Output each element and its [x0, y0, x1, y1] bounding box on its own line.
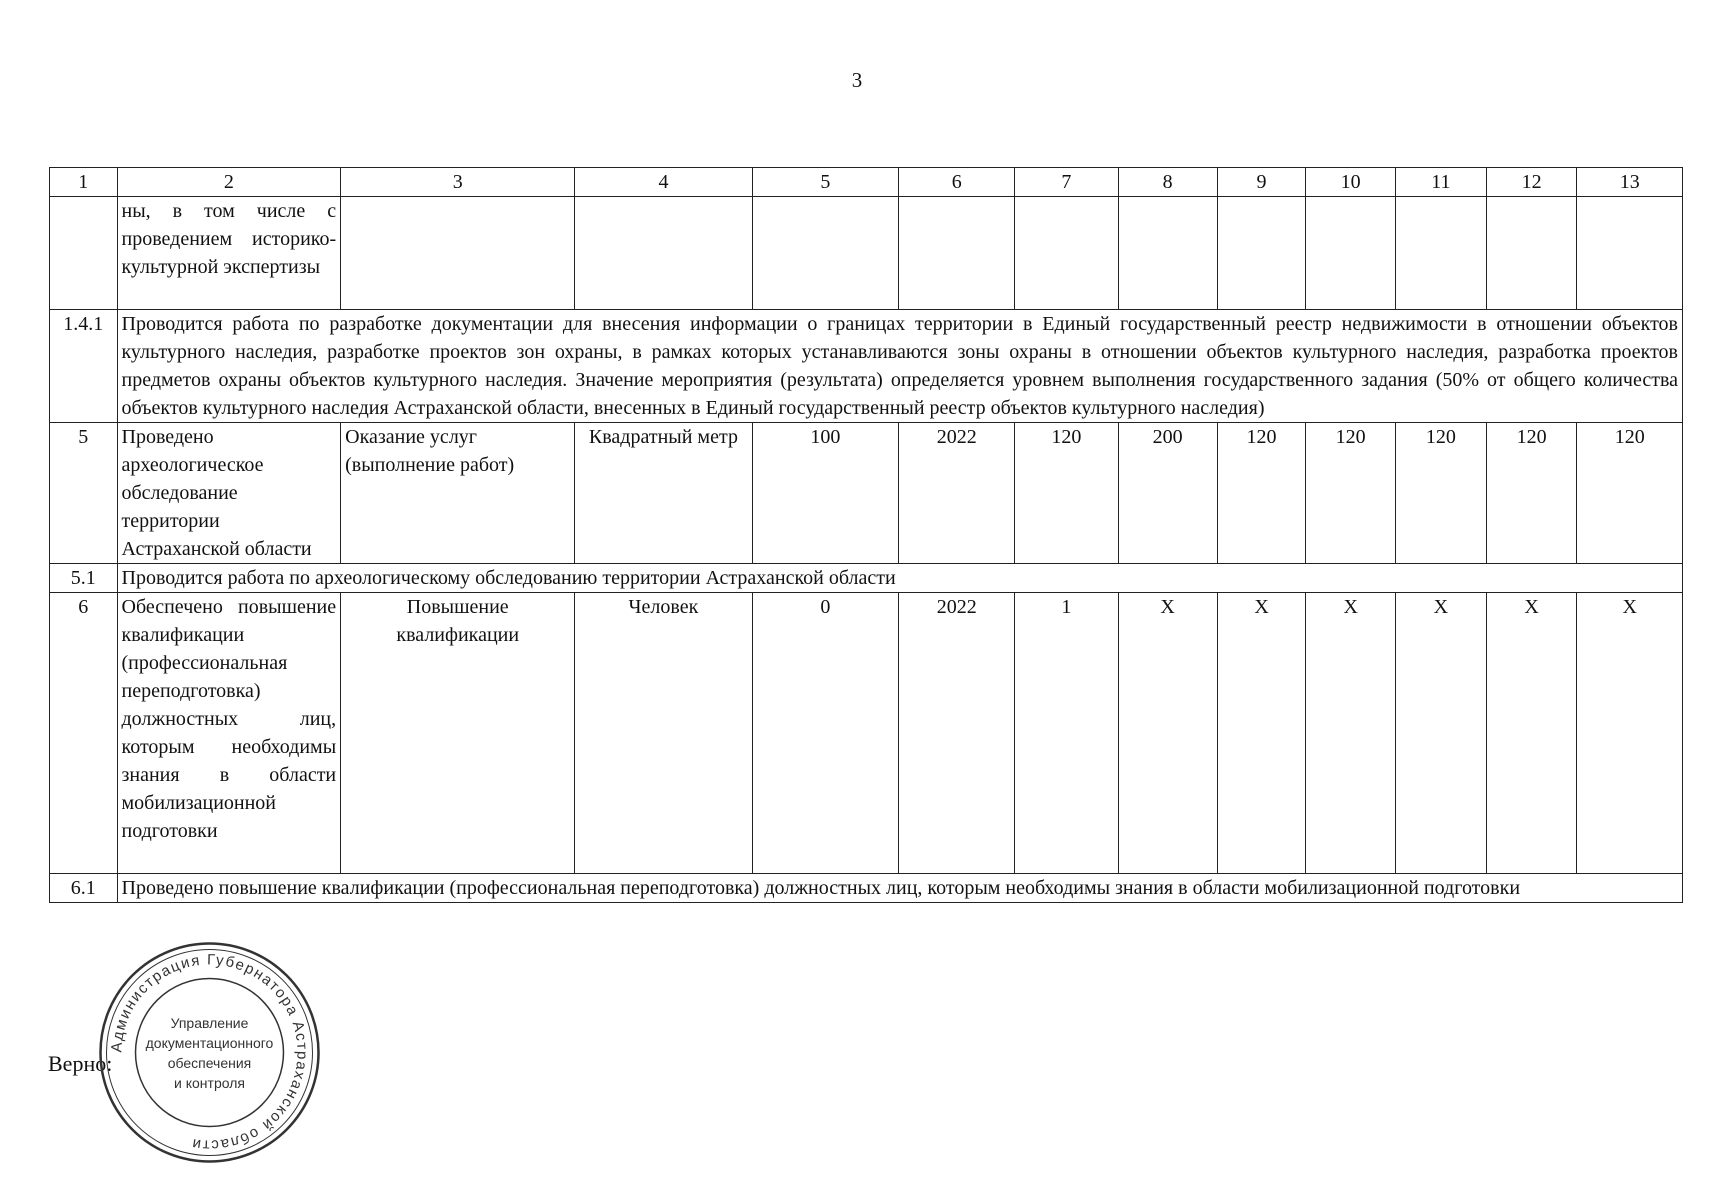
value-cell: 120	[1486, 423, 1577, 564]
empty-cell	[752, 197, 899, 310]
column-number: 9	[1217, 168, 1306, 197]
value-cell: X	[1486, 593, 1577, 874]
empty-cell	[50, 197, 118, 310]
column-number: 6	[899, 168, 1015, 197]
column-number: 11	[1396, 168, 1487, 197]
unit-cell: Человек	[575, 593, 752, 874]
verified-label: Верно:	[48, 1051, 113, 1076]
indicator-name-cell: Проведено археологическое обследование территории Астраханской области	[117, 423, 341, 564]
value-cell: 120	[1577, 423, 1683, 564]
column-number: 1	[50, 168, 118, 197]
table-row-note-1-4-1	[50, 310, 1683, 423]
row-number-cell: 5.1	[50, 564, 118, 593]
table-row-continuation	[50, 197, 1683, 310]
empty-cell	[899, 197, 1015, 310]
indicator-name-cell: Обеспечено повышение квалификации (профессиональная переподготовка) должностных лиц, которым необходимы знания в области мобилизационной подготовки	[117, 593, 341, 874]
value-cell: 1	[1015, 593, 1118, 874]
column-number: 12	[1486, 168, 1577, 197]
table-row-6	[50, 593, 1683, 874]
value-cell: X	[1396, 593, 1487, 874]
table-row-5	[50, 423, 1683, 564]
empty-cell	[1486, 197, 1577, 310]
svg-text:Управление: Управление	[170, 1015, 249, 1031]
column-number: 10	[1306, 168, 1396, 197]
value-cell: 200	[1118, 423, 1217, 564]
row-number-cell: 1.4.1	[50, 310, 118, 423]
note-text-cell: Проводится работа по археологическому обследованию территории Астраханской области	[117, 564, 1683, 593]
value-cell: X	[1306, 593, 1396, 874]
base-value-cell: 100	[752, 423, 899, 564]
empty-cell	[1015, 197, 1118, 310]
column-number: 2	[117, 168, 341, 197]
column-number: 7	[1015, 168, 1118, 197]
empty-cell	[1306, 197, 1396, 310]
value-cell: X	[1577, 593, 1683, 874]
svg-text:обеспечения: обеспечения	[167, 1055, 252, 1071]
value-cell: 120	[1217, 423, 1306, 564]
column-number-row	[50, 168, 1683, 197]
row-number-cell: 6.1	[50, 874, 118, 903]
value-cell: X	[1118, 593, 1217, 874]
row-number-cell: 5	[50, 423, 118, 564]
column-number: 4	[575, 168, 752, 197]
empty-cell	[575, 197, 752, 310]
svg-text:документационного: документационного	[145, 1035, 274, 1051]
value-cell: 120	[1396, 423, 1487, 564]
column-number: 5	[752, 168, 899, 197]
table-row-note-5-1	[50, 564, 1683, 593]
svg-text:и контроля: и контроля	[174, 1075, 245, 1091]
value-cell: 120	[1015, 423, 1118, 564]
row-number-cell: 6	[50, 593, 118, 874]
indicators-table	[49, 167, 1683, 903]
value-cell: 120	[1306, 423, 1396, 564]
indicator-name-cell: ны, в том числе с проведением историко-культурной экспертизы	[117, 197, 341, 310]
svg-text:Администрация Губернатора Астр: Администрация Губернатора Астраханской области	[108, 951, 311, 1154]
indicator-type-cell: Повышение квалификации	[341, 593, 575, 874]
value-cell: X	[1217, 593, 1306, 874]
column-number: 13	[1577, 168, 1683, 197]
indicator-type-cell: Оказание услуг (выполнение работ)	[341, 423, 575, 564]
base-value-cell: 0	[752, 593, 899, 874]
empty-cell	[341, 197, 575, 310]
official-seal	[97, 940, 322, 1165]
empty-cell	[1396, 197, 1487, 310]
note-text-cell: Проводится работа по разработке документации для внесения информации о границах территории в Единый государственный реестр недвижимости в отношении объектов культурного наследия, разработке проектов зон охраны, в рамках которых устанавливаются зоны охраны в отношении объектов культурного наследия, разработка проектов предметов охраны объектов культурного наследия. Значение мероприятия (результата) определяется уровнем выполнения государственного задания (50% от общего количества объектов культурного наследия Астраханской области, внесенных в Единый государственный реестр объектов культурного наследия)	[117, 310, 1683, 423]
base-year-cell: 2022	[899, 423, 1015, 564]
unit-cell: Квадратный метр	[575, 423, 752, 564]
table-row-note-6-1	[50, 874, 1683, 903]
note-text-cell: Проведено повышение квалификации (профессиональная переподготовка) должностных лиц, которым необходимы знания в области мобилизационной подготовки	[117, 874, 1683, 903]
empty-cell	[1217, 197, 1306, 310]
page-number: 3	[851, 68, 863, 92]
empty-cell	[1118, 197, 1217, 310]
empty-cell	[1577, 197, 1683, 310]
column-number: 3	[341, 168, 575, 197]
column-number: 8	[1118, 168, 1217, 197]
base-year-cell: 2022	[899, 593, 1015, 874]
